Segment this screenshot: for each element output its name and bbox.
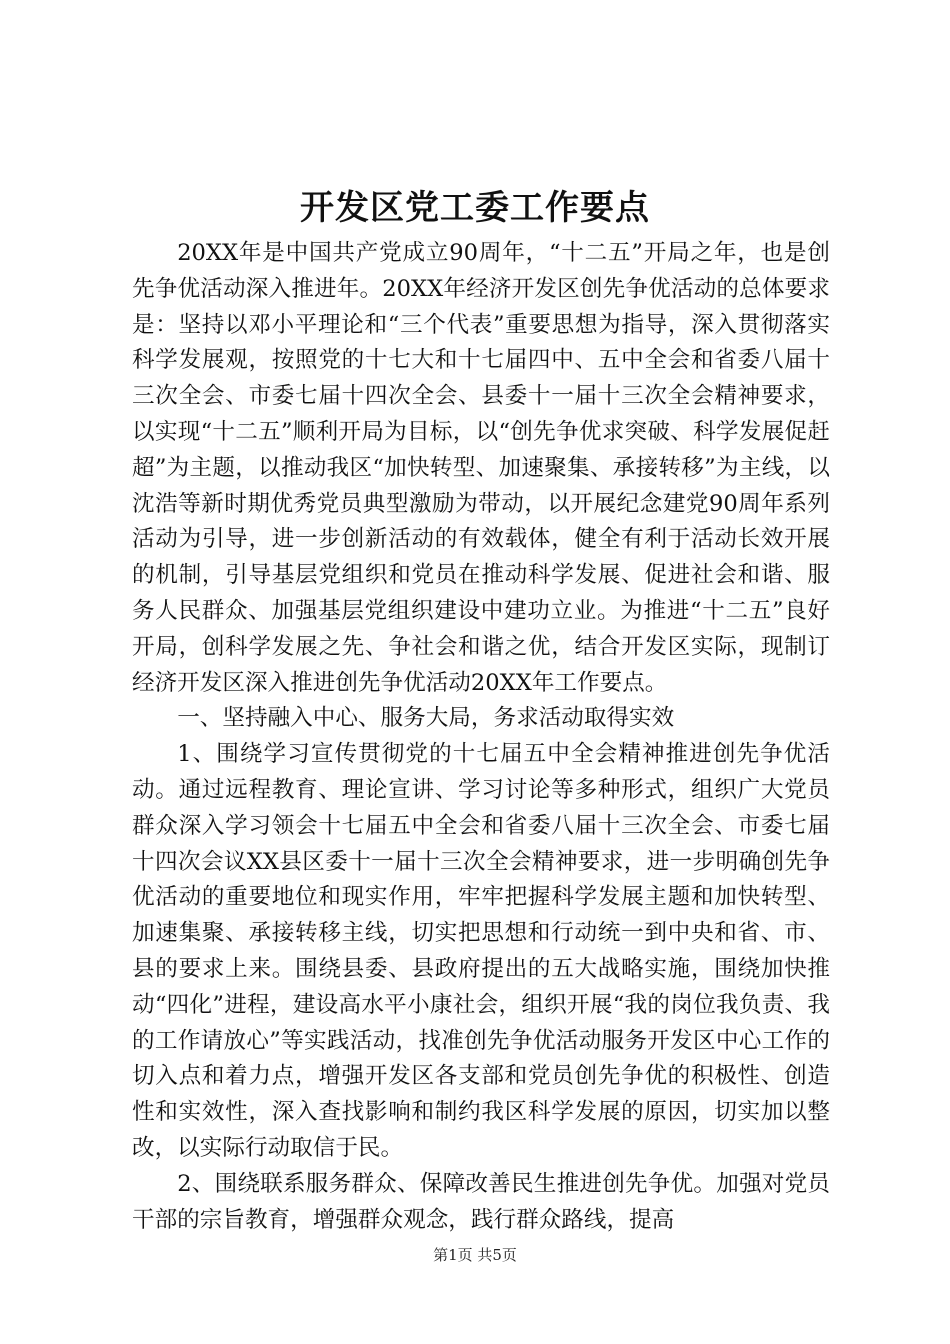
item-paragraph-1: 1、围绕学习宣传贯彻党的十七届五中全会精神推进创先争优活动。通过远程教育、理论宣讲、学习讨论等多种形式，组织广大党员群众深入学习领会十七届五中全会和省委八届十三次全会、市委七届十四次会议XX县区委十一届十三次全会精神要求，进一步明确创先争优活动的重要地位和现实作用，牢牢把握科学发展主题和加快转型、加速集聚、承接转移主线，切实把思想和行动统一到中央和省、市、县的要求上来。围绕县委、县政府提出的五大战略实施，围绕加快推动“四化”进程，建设高水平小康社会，组织开展“我的岗位我负责、我的工作请放心”等实践活动，找准创先争优活动服务开发区中心工作的切入点和着力点，增强开发区各支部和党员创先争优的积极性、创造性和实效性，深入查找影响和制约我区科学发展的原因，切实加以整改，以实际行动取信于民。: [132, 741, 830, 1161]
intro-paragraph: 20XX年是中国共产党成立90周年，“十二五”开局之年，也是创先争优活动深入推进年。20XX年经济开发区创先争优活动的总体要求是：坚持以邓小平理论和“三个代表”重要思想为指导，深入贯彻落实科学发展观，按照党的十七大和十七届四中、五中全会和省委八届十三次全会、市委七届十四次全会、县委十一届十三次全会精神要求，以实现“十二五”顺利开局为目标，以“创先争优求突破、科学发展促赶超”为主题，以推动我区“加快转型、加速聚集、承接转移”为主线，以沈浩等新时期优秀党员典型激励为带动，以开展纪念建党90周年系列活动为引导，进一步创新活动的有效载体，健全有利于活动长效开展的机制，引导基层党组织和党员在推动科学发展、促进社会和谐、服务人民群众、加强基层党组织建设中建功立业。为推进“十二五”良好开局，创科学发展之先、争社会和谐之优，结合开发区实际，现制订经济开发区深入推进创先争优活动20XX年工作要点。: [132, 240, 830, 696]
item-paragraph-2: 2、围绕联系服务群众、保障改善民生推进创先争优。加强对党员干部的宗旨教育，增强群众观念，践行群众路线，提高: [132, 1170, 830, 1233]
document-title: 开发区党工委工作要点: [300, 188, 650, 228]
document-body: [132, 236, 830, 1238]
section-heading-1: 一、坚持融入中心、服务大局，务求活动取得实效: [177, 705, 675, 732]
page-number-footer: 第1页 共5页: [433, 1246, 517, 1264]
